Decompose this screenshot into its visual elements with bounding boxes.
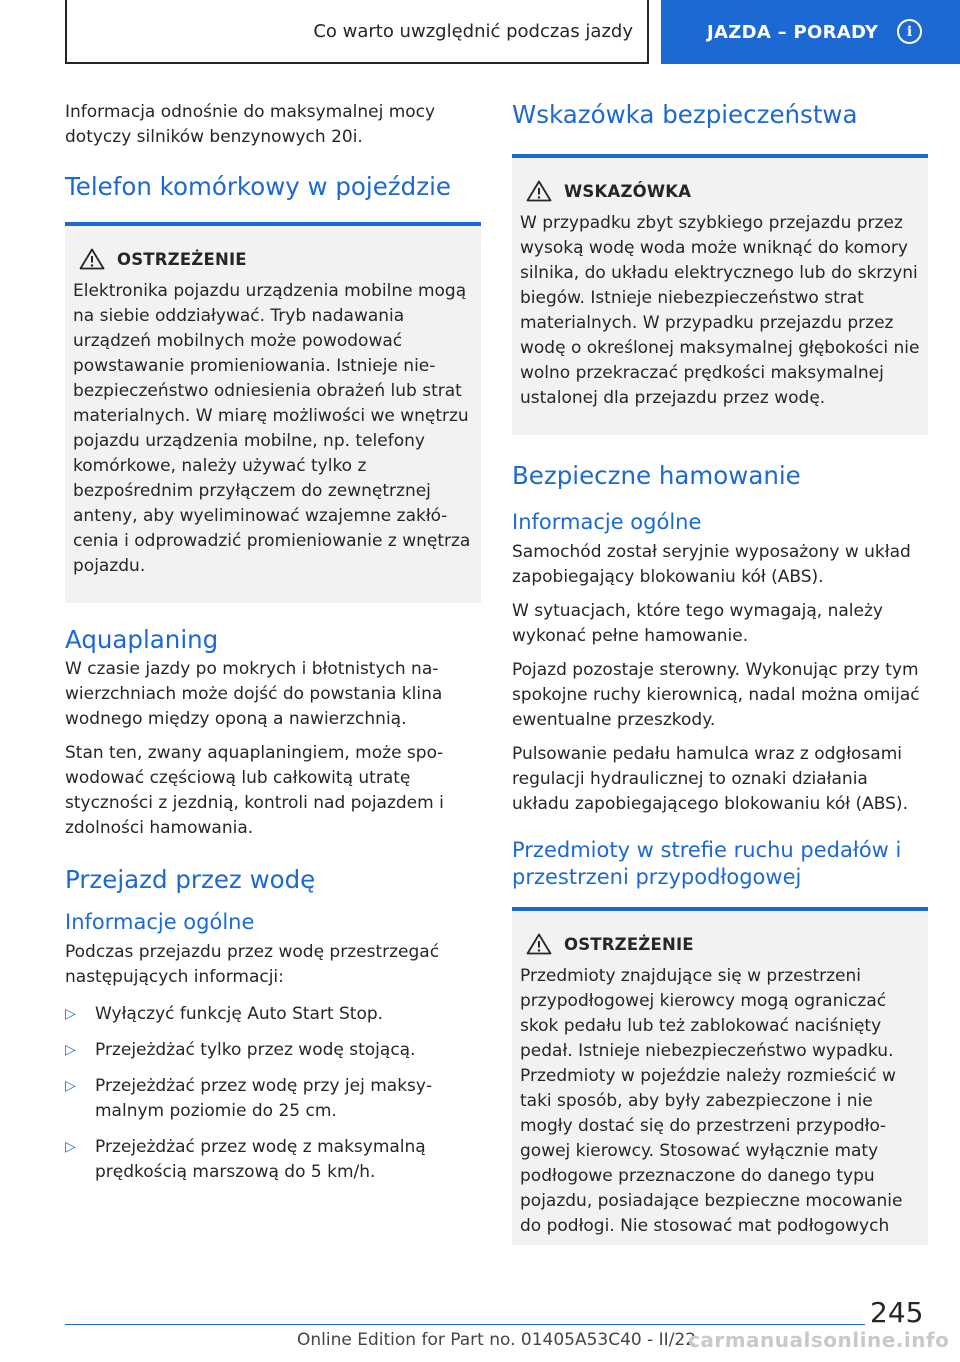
warning-triangle-icon — [79, 248, 105, 270]
braking-paragraph-1: Samochód został seryjnie wyposażony w układ zapobiegający blokowaniu kół (ABS). — [512, 542, 911, 587]
braking-paragraph-3: Pojazd pozostaje sterowny. Wykonując przy tym spokojne ruchy kierownicą, nadal można omijać ewentualne przeszkody. — [512, 660, 920, 730]
note-title: WSKAZÓWKA — [564, 181, 692, 201]
heading-safety: Wskazówka bezpieczeństwa — [512, 100, 858, 129]
header-chapter-box — [661, 0, 960, 64]
warning-title: OSTRZEŻENIE — [117, 249, 247, 269]
water-bullet-list — [65, 1002, 481, 1185]
warning-triangle-icon — [526, 933, 552, 955]
page-number: 245 — [870, 1296, 924, 1329]
edition-text: Online Edition for Part no. 01405A53C40 - II/22 — [297, 1330, 697, 1350]
info-circle-icon: i — [897, 19, 922, 44]
watermark: carmanualsonline.info — [688, 1328, 950, 1352]
subheading-pedal-area: Przedmioty w strefie ruchu pedałów i przestrzeni przypodłogowej — [512, 838, 902, 889]
heading-phone: Telefon komórkowy w pojeździe — [65, 172, 451, 201]
heading-water: Przejazd przez wodę — [65, 865, 316, 894]
pedal-warning-box — [512, 907, 928, 1245]
heading-braking: Bezpieczne hamowanie — [512, 461, 801, 490]
list-item: ▷ Przejeżdżać tylko przez wodę stojącą. — [65, 1038, 481, 1063]
note-header — [520, 180, 920, 202]
aquaplaning-paragraph-1: W czasie jazdy po mokrych i błotnistych nawierzchniach może dojść do powstania klina wodnego między oponą a nawierzchnią. — [65, 659, 443, 729]
triangle-right-icon: ▷ — [65, 1139, 76, 1155]
chapter-title: JAZDA – PORADY — [707, 21, 879, 43]
intro-text: Informacja odnośnie do maksymalnej mocy dotyczy silników benzynowych 20i. — [65, 102, 436, 147]
warning-text: Przedmioty znajdujące się w przestrzeni przypodłogowej kierowcy mogą ograniczać skok pedału lub też zablokować naciśnięty pedał. Istnieje niebezpieczeństwo wypadku. Przedmioty w pojeździe należy rozmieścić w taki sposób, aby były zabezpieczone i nie mogły dostać się do przestrzeni przypodłogowej kierowcy. Stosować wyłącznie maty podłogowe przeznaczone do danego typu pojazdu, posiadające bezpieczne mocowanie do podłogi. Nie stosować mat podłogowych — [520, 966, 903, 1236]
braking-paragraph-4: Pulsowanie pedału hamulca wraz z odgłosami regulacji hydraulicznej to oznaki działania układu zapobiegającego blokowaniu kół (ABS). — [512, 744, 908, 814]
braking-paragraph-2: W sytuacjach, które tego wymagają, należy wykonać pełne hamowanie. — [512, 601, 883, 646]
subheading-braking-general: Informacje ogólne — [512, 510, 702, 534]
list-item: ▷ Wyłączyć funkcję Auto Start Stop. — [65, 1002, 481, 1027]
warning-triangle-icon — [526, 180, 552, 202]
list-item: ▷ Przejeżdżać przez wodę z maksymalną prędkością marszową do 5 km/h. — [65, 1135, 481, 1185]
section-title: Co warto uwzględnić podczas jazdy — [313, 20, 633, 42]
phone-warning-box — [65, 222, 481, 603]
right-column — [512, 100, 928, 1245]
warning-header — [73, 248, 473, 270]
heading-aquaplaning: Aquaplaning — [65, 625, 219, 654]
aquaplaning-paragraph-2: Stan ten, zwany aquaplaningiem, może spowodować częściową lub całkowitą utratę styczności z jezdnią, kontroli nad pojazdem i zdolności hamowania. — [65, 743, 444, 838]
warning-title: OSTRZEŻENIE — [564, 934, 694, 954]
subheading-water-general: Informacje ogólne — [65, 910, 255, 934]
triangle-right-icon: ▷ — [65, 1042, 76, 1058]
header-section-box — [65, 0, 649, 64]
note-text: W przypadku zbyt szybkiego przejazdu przez wysoką wodę woda może wniknąć do komory silnika, do układu elektrycznego lub do skrzyni biegów. Istnieje niebezpieczeństwo strat materialnych. W przypadku przejazdu przez wodę o określonej maksymalnej głębokości nie wolno przekraczać prędkości maksymalnej ustalonej dla przejazdu przez wodę. — [520, 213, 920, 408]
triangle-right-icon: ▷ — [65, 1078, 76, 1094]
left-column — [65, 100, 481, 1196]
warning-text: Elektronika pojazdu urządzenia mobilne mogą na siebie oddziaływać. Tryb nadawania urządzeń mobilnych może powodować powstawanie promieniowania. Istnieje niebezpieczeństwo odniesienia obrażeń lub strat materialnych. W miarę możliwości we wnętrzu pojazdu urządzenia mobilne, np. telefony komórkowe, należy używać tylko z bezpośrednim przyłączem do zewnętrznej anteny, aby wyeliminować wzajemne zakłócenia i odprowadzić promieniowanie z wnętrza pojazdu. — [73, 281, 471, 576]
safety-note-box — [512, 154, 928, 435]
triangle-right-icon: ▷ — [65, 1006, 76, 1022]
water-intro: Podczas przejazdu przez wodę przestrzegać następujących informacji: — [65, 942, 440, 987]
list-item: ▷ Przejeżdżać przez wodę przy jej maksymalnym poziomie do 25 cm. — [65, 1074, 481, 1124]
warning-header — [520, 933, 920, 955]
footer-divider — [65, 1324, 865, 1325]
